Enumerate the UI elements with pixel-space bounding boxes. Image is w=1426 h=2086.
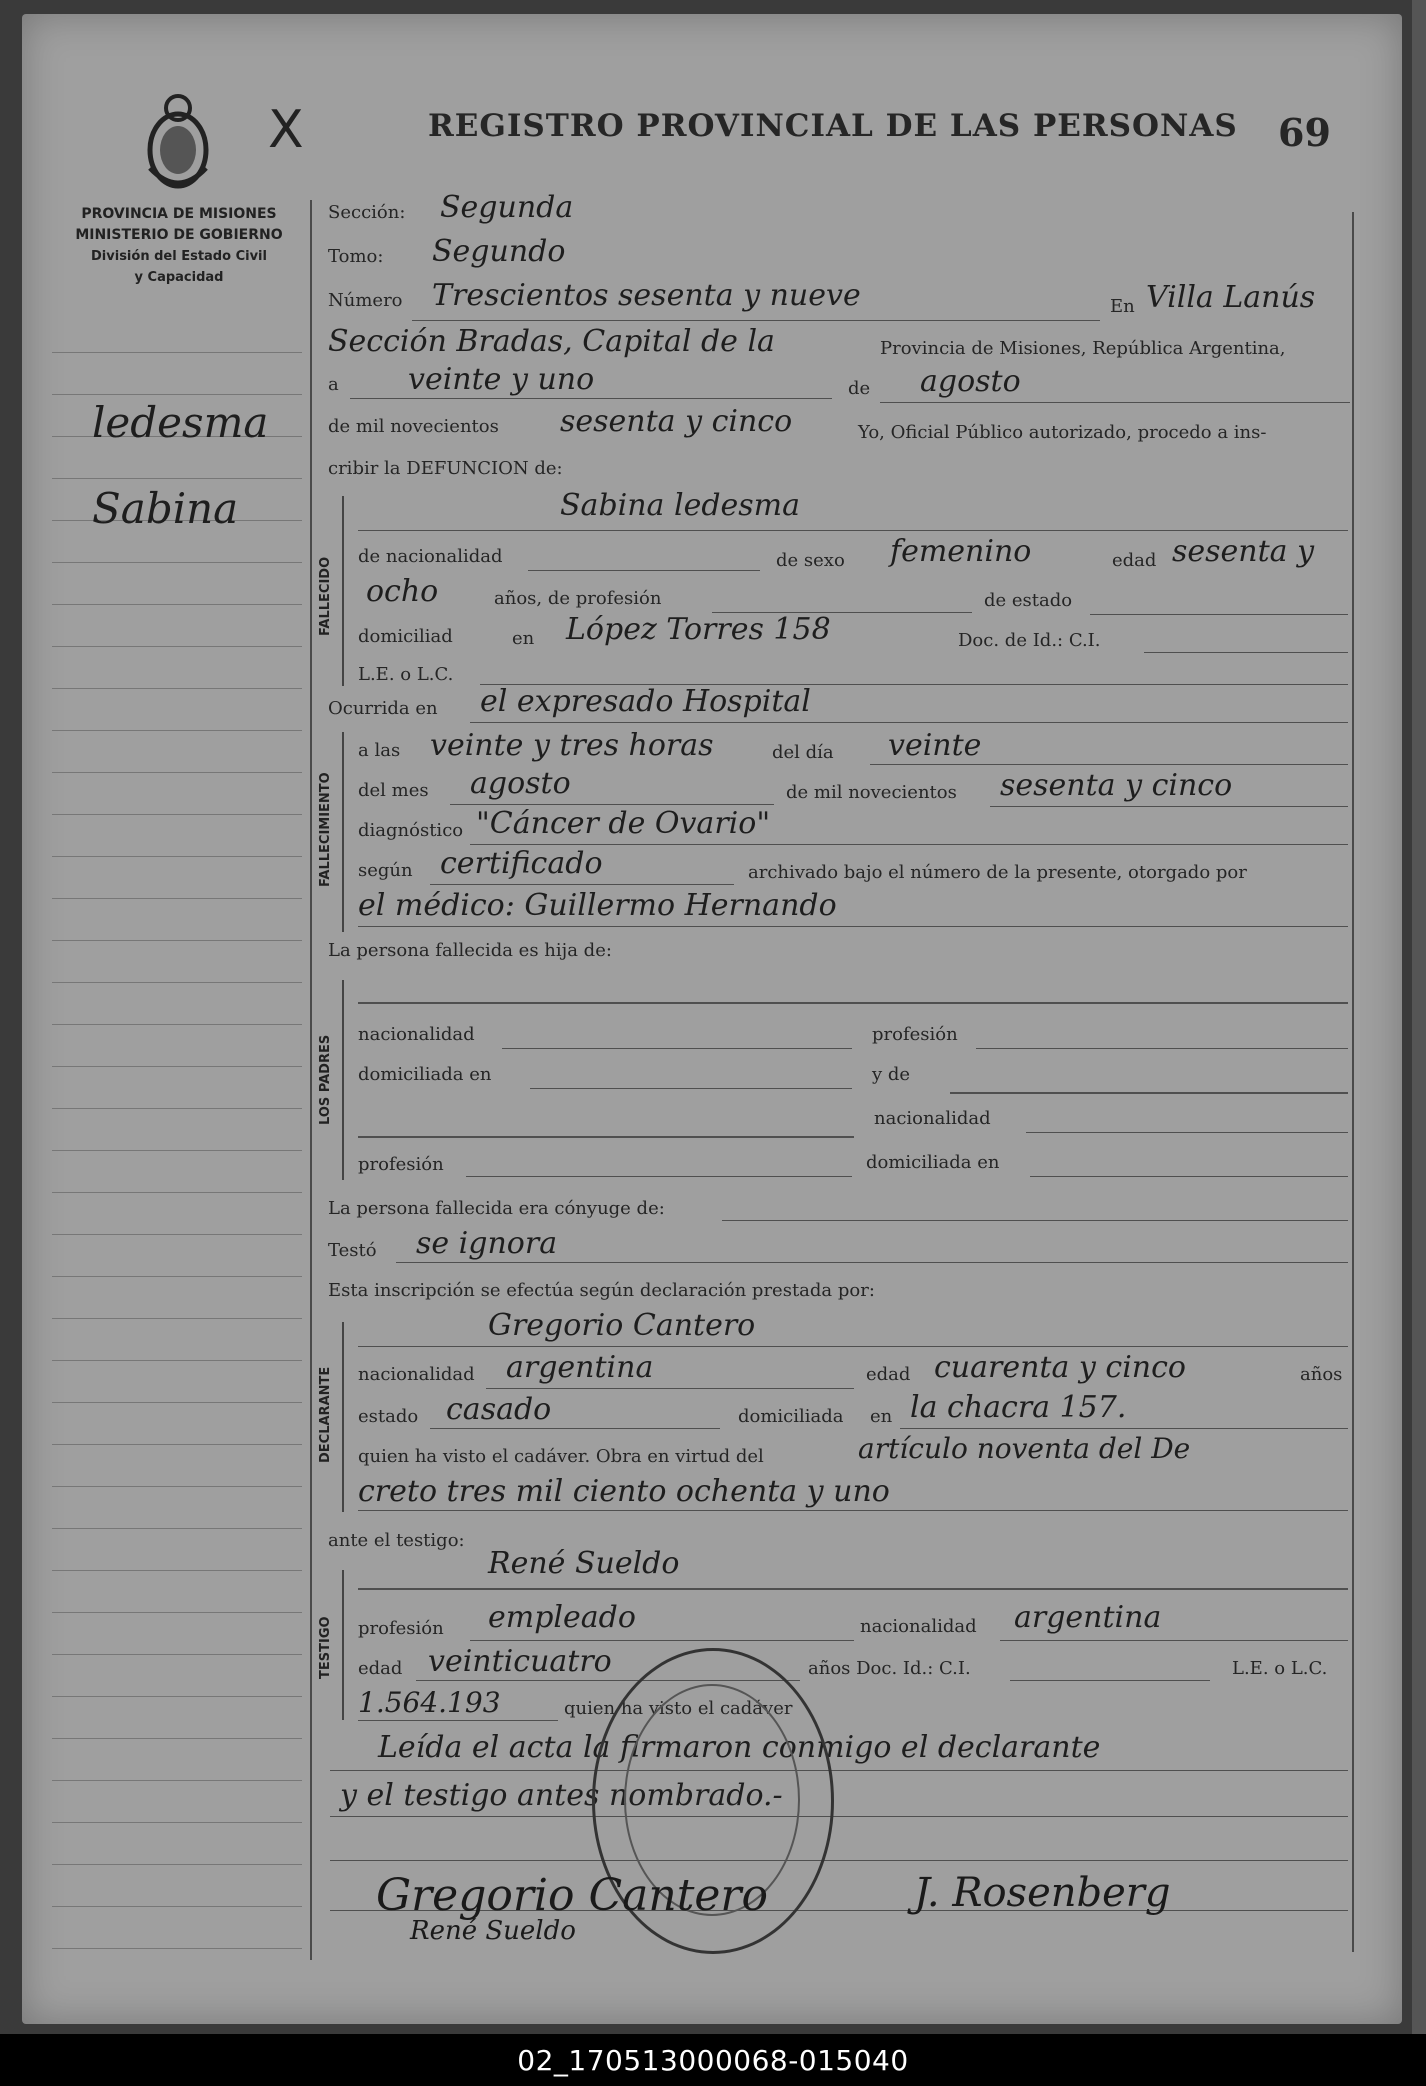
issuer-block [54, 204, 304, 288]
value-lugar: Villa Lanús [1146, 280, 1316, 315]
sidebar-rule [52, 1528, 302, 1529]
label-y-de: y de [872, 1064, 911, 1085]
sidebar-rule [52, 1906, 302, 1907]
sidebar-rule [52, 1948, 302, 1949]
label-seccion: Sección: [328, 202, 406, 223]
value-decl-estado: casado [446, 1392, 552, 1427]
value-tomo: Segundo [432, 234, 566, 269]
value-articulo2: creto tres mil ciento ochenta y uno [358, 1474, 890, 1509]
sidebar-rule [52, 1444, 302, 1445]
sidebar-given-name: Sabina [92, 484, 239, 533]
value-ano-muerte: sesenta y cinco [1000, 768, 1233, 803]
sidebar-rule [52, 814, 302, 815]
label-testo: Testó [328, 1240, 377, 1261]
sidebar-rule [52, 1192, 302, 1193]
label-test-quien: quien ha visto el cadáver [564, 1698, 793, 1719]
signature-testigo: René Sueldo [410, 1916, 576, 1946]
value-testigo: René Sueldo [488, 1546, 680, 1581]
sidebar-rule [52, 1570, 302, 1571]
label-cribir: cribir la DEFUNCION de: [328, 458, 563, 479]
label-ante-testigo: ante el testigo: [328, 1530, 465, 1551]
sidebar-rule [52, 1738, 302, 1739]
label-oficial: Yo, Oficial Público autorizado, procedo a ins- [858, 422, 1267, 443]
image-code-footer [0, 2034, 1426, 2086]
value-sexo: femenino [890, 534, 1032, 569]
tab-fallecido: FALLECIDO [318, 556, 333, 636]
label-edad: edad [1112, 550, 1157, 571]
sidebar-rule [52, 352, 302, 353]
tab-los-padres: LOS PADRES [318, 1034, 333, 1126]
value-diagnostico: "Cáncer de Ovario" [476, 806, 771, 841]
sidebar-rule [52, 394, 302, 395]
label-del-dia: del día [772, 742, 834, 763]
value-nombre-fallecido: Sabina ledesma [560, 488, 801, 523]
value-test-profesion: empleado [488, 1600, 636, 1635]
value-medico: el médico: Guillermo Hernando [358, 888, 837, 923]
label-hija-de: La persona fallecida es hija de: [328, 940, 612, 961]
label-padre-profesion2: profesión [358, 1154, 444, 1175]
label-decl-edad: edad [866, 1364, 911, 1385]
sidebar-rule [52, 1864, 302, 1865]
sidebar-rule [52, 1276, 302, 1277]
sidebar-rule [52, 1318, 302, 1319]
value-cierre2: y el testigo antes nombrado.- [340, 1778, 783, 1813]
value-seccion: Segunda [440, 190, 574, 225]
value-dia: veinte y uno [408, 362, 595, 397]
value-domicilio: López Torres 158 [566, 612, 831, 647]
value-cierre1: Leída el acta la firmaron conmigo el declarante [378, 1730, 1101, 1765]
label-segun: según [358, 860, 413, 881]
value-ano: sesenta y cinco [560, 404, 793, 439]
sidebar-rule [52, 856, 302, 857]
sidebar-rule [52, 730, 302, 731]
sidebar-rule [52, 1822, 302, 1823]
value-decl-nacionalidad: argentina [506, 1350, 654, 1385]
label-inscripcion: Esta inscripción se efectúa según declaración prestada por: [328, 1280, 875, 1301]
tab-fallecimiento: FALLECIMIENTO [318, 772, 333, 888]
sidebar-rule [52, 1234, 302, 1235]
sidebar-rule [52, 898, 302, 899]
value-edad1: sesenta y [1172, 534, 1315, 569]
label-test-profesion: profesión [358, 1618, 444, 1639]
sidebar-rule [52, 1024, 302, 1025]
signature-oficial: J. Rosenberg [914, 1870, 1171, 1916]
value-test-nacionalidad: argentina [1014, 1600, 1162, 1635]
sidebar-surname: ledesma [92, 398, 269, 447]
label-de: de [848, 378, 871, 399]
value-numero: Trescientos sesenta y nueve [432, 278, 861, 313]
label-decl-domiciliada: domiciliada [738, 1406, 844, 1427]
label-quien-visto: quien ha visto el cadáver. Obra en virtud del [358, 1446, 764, 1467]
tab-testigo: TESTIGO [318, 1616, 333, 1680]
label-padre-domicilio: domiciliada en [358, 1064, 492, 1085]
value-decl-domicilio: la chacra 157. [910, 1390, 1127, 1425]
label-decl-en: en [870, 1406, 893, 1427]
label-test-edad: edad [358, 1658, 403, 1679]
left-column-rule [310, 200, 312, 1960]
label-en: En [1110, 296, 1135, 317]
label-decl-estado: estado [358, 1406, 419, 1427]
label-padre-nacionalidad: nacionalidad [358, 1024, 475, 1045]
sidebar-rule [52, 1696, 302, 1697]
value-ocurrida-en: el expresado Hospital [480, 684, 811, 719]
sidebar-rule [52, 1150, 302, 1151]
label-mil-novecientos: de mil novecientos [328, 416, 499, 437]
sidebar-rule [52, 562, 302, 563]
label-estado: de estado [984, 590, 1073, 611]
sidebar-rule [52, 1612, 302, 1613]
sidebar-rule [52, 940, 302, 941]
value-dia-muerte: veinte [888, 728, 982, 763]
page-title: REGISTRO PROVINCIAL DE LAS PERSONAS [428, 108, 1238, 144]
sidebar-rule [52, 604, 302, 605]
sidebar-rule [52, 982, 302, 983]
issuer-division: División del Estado Civil [91, 249, 267, 264]
label-sexo: de sexo [776, 550, 845, 571]
label-archivado: archivado bajo el número de la presente, otorgado por [748, 862, 1247, 883]
label-test-anos-doc: años Doc. Id.: C.I. [808, 1658, 971, 1679]
label-le-lc: L.E. o L.C. [358, 664, 454, 685]
label-decl-anos: años [1300, 1364, 1343, 1385]
x-mark: X [268, 100, 304, 160]
right-column-rule [1352, 212, 1354, 1952]
tab-declarante: DECLARANTE [318, 1366, 333, 1464]
label-decl-nacionalidad: nacionalidad [358, 1364, 475, 1385]
signature-declarante: Gregorio Cantero [376, 1870, 768, 1921]
sidebar-rule [52, 1066, 302, 1067]
sidebar-rule [52, 1402, 302, 1403]
label-doc-id: Doc. de Id.: C.I. [958, 630, 1101, 651]
label-nacionalidad: de nacionalidad [358, 546, 503, 567]
value-hora: veinte y tres horas [430, 728, 714, 763]
label-del-mes: del mes [358, 780, 429, 801]
page-number: 69 [1278, 110, 1331, 155]
value-segun: certificado [440, 846, 603, 881]
sidebar-rule [52, 646, 302, 647]
label-provincia: Provincia de Misiones, República Argentina, [880, 338, 1286, 359]
label-tomo: Tomo: [328, 246, 384, 267]
value-declarante: Gregorio Cantero [488, 1308, 756, 1343]
value-testo: se ignora [416, 1226, 558, 1261]
value-decl-edad: cuarenta y cinco [934, 1350, 1186, 1385]
issuer-capacity: y Capacidad [134, 270, 224, 285]
value-edad2: ocho [366, 574, 439, 609]
label-a-las: a las [358, 740, 401, 761]
issuer-ministry: MINISTERIO DE GOBIERNO [75, 227, 283, 243]
value-test-ci: 1.564.193 [358, 1686, 501, 1719]
sidebar-rule [52, 1360, 302, 1361]
sidebar-rule [52, 478, 302, 479]
sidebar-rule [52, 772, 302, 773]
label-conyuge: La persona fallecida era cónyuge de: [328, 1198, 665, 1219]
value-test-edad: veinticuatro [428, 1644, 612, 1679]
sidebar-rule [52, 1780, 302, 1781]
value-mes-muerte: agosto [470, 766, 571, 801]
label-domicilio-en: en [512, 628, 535, 649]
label-anos-profesion: años, de profesión [494, 588, 662, 609]
label-madre-nacionalidad: nacionalidad [874, 1108, 991, 1129]
coat-of-arms-icon [140, 90, 216, 200]
value-seccion-lugar: Sección Bradas, Capital de la [328, 324, 775, 359]
label-a: a [328, 374, 339, 395]
sidebar-rule [52, 1486, 302, 1487]
sidebar-rule [52, 1654, 302, 1655]
sidebar-rule [52, 688, 302, 689]
label-padre-profesion: profesión [872, 1024, 958, 1045]
issuer-province: PROVINCIA DE MISIONES [81, 206, 277, 222]
value-articulo1: artículo noventa del De [858, 1432, 1191, 1465]
label-test-le-lc: L.E. o L.C. [1232, 1658, 1328, 1679]
label-test-nacionalidad: nacionalidad [860, 1616, 977, 1637]
label-ocurrida-en: Ocurrida en [328, 698, 438, 719]
label-madre-domicilio: domiciliada en [866, 1152, 1000, 1173]
label-mil-nov2: de mil novecientos [786, 782, 957, 803]
sidebar-rule [52, 1108, 302, 1109]
label-numero: Número [328, 290, 403, 311]
book-edge [1412, 0, 1426, 2086]
value-mes: agosto [920, 364, 1021, 399]
image-code: 02_170513000068-015040 [517, 2043, 909, 2077]
label-domiciliado: domiciliad [358, 626, 453, 647]
label-diagnostico: diagnóstico [358, 820, 464, 841]
